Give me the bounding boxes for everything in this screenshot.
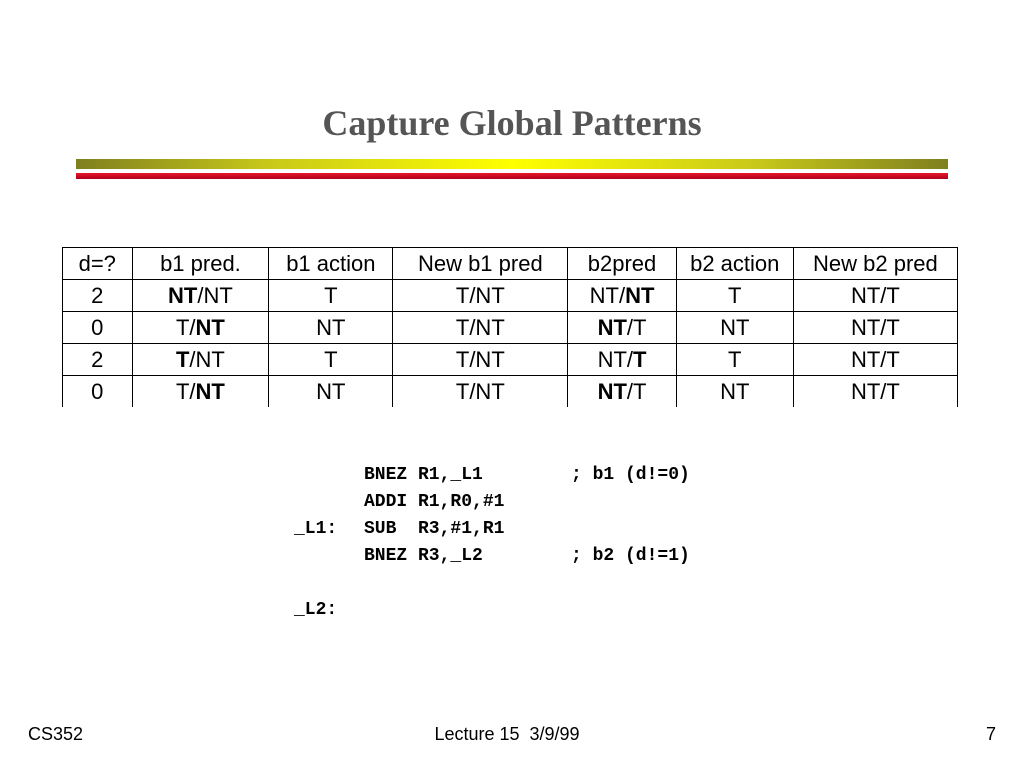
cell-new-b2-pred: NT/T	[793, 376, 957, 408]
code-comment: ; b1 (d!=0)	[571, 465, 690, 485]
code-label: _L1:	[294, 519, 338, 539]
pred-sep: /	[618, 282, 626, 308]
cell-b1-pred	[132, 312, 269, 344]
code-line	[294, 597, 690, 624]
pred-sep: /	[626, 346, 634, 372]
table-row	[63, 344, 958, 376]
header-cell: b2 action	[676, 248, 793, 280]
pred-part: NT	[195, 314, 225, 340]
cell-b1-action: T	[269, 280, 393, 312]
code-line	[294, 462, 690, 489]
cell-new-b1-pred: T/NT	[393, 312, 568, 344]
header-cell: d=?	[63, 248, 133, 280]
cell-b2-pred	[568, 312, 676, 344]
code-line	[294, 543, 690, 570]
pred-part: NT	[195, 346, 225, 372]
header-cell: b1 action	[269, 248, 393, 280]
code-label: _L2:	[294, 600, 338, 620]
cell-new-b1-pred: T/NT	[393, 376, 568, 408]
table-header-row	[63, 248, 958, 280]
pred-sep: /	[189, 314, 196, 340]
header-cell: New b2 pred	[793, 248, 957, 280]
pred-part: NT	[195, 378, 225, 404]
pred-part: NT	[597, 314, 627, 340]
pred-part: NT	[625, 282, 655, 308]
code-instruction: BNEZ R1,_L1	[364, 465, 483, 485]
cell-b1-pred	[132, 280, 269, 312]
cell-b2-action: T	[676, 344, 793, 376]
pred-part: NT	[168, 282, 198, 308]
code-line	[294, 570, 690, 597]
code-line	[294, 489, 690, 516]
title-underline-red	[76, 173, 948, 179]
pred-sep: /	[197, 282, 204, 308]
cell-d: 0	[63, 312, 133, 344]
pred-part: T	[175, 346, 190, 372]
cell-d: 2	[63, 280, 133, 312]
code-instruction: ADDI R1,R0,#1	[364, 492, 505, 512]
code-line	[294, 516, 690, 543]
pred-part: NT	[589, 282, 619, 308]
cell-new-b2-pred: NT/T	[793, 344, 957, 376]
cell-b1-action: T	[269, 344, 393, 376]
table-row	[63, 312, 958, 344]
cell-new-b2-pred: NT/T	[793, 280, 957, 312]
header-cell: New b1 pred	[393, 248, 568, 280]
pred-sep: /	[189, 378, 196, 404]
code-instruction: SUB R3,#1,R1	[364, 519, 505, 539]
prediction-table	[62, 247, 958, 407]
cell-b2-pred	[568, 280, 676, 312]
pred-part: T	[633, 378, 647, 404]
cell-b2-action: NT	[676, 376, 793, 408]
cell-new-b1-pred: T/NT	[393, 280, 568, 312]
cell-b2-action: NT	[676, 312, 793, 344]
cell-b1-action: NT	[269, 376, 393, 408]
slide-title: Capture Global Patterns	[322, 103, 702, 143]
cell-b2-action: T	[676, 280, 793, 312]
cell-b1-pred	[132, 376, 269, 408]
title-underline-gold	[76, 159, 948, 169]
cell-b1-action: NT	[269, 312, 393, 344]
pred-sep: /	[626, 378, 634, 404]
pred-sep: /	[626, 314, 634, 340]
cell-b2-pred	[568, 344, 676, 376]
cell-b2-pred	[568, 376, 676, 408]
code-instruction: BNEZ R3,_L2	[364, 546, 483, 566]
code-comment: ; b2 (d!=1)	[571, 546, 690, 566]
header-cell: b1 pred.	[132, 248, 269, 280]
cell-d: 0	[63, 376, 133, 408]
footer-lecture: Lecture 15 3/9/99	[434, 724, 580, 744]
cell-b1-pred	[132, 344, 269, 376]
table-row	[63, 280, 958, 312]
pred-sep: /	[189, 346, 196, 372]
pred-part: NT	[597, 378, 627, 404]
pred-part: T	[175, 314, 190, 340]
header-cell: b2pred	[568, 248, 676, 280]
pred-part: NT	[597, 346, 627, 372]
cell-new-b2-pred: NT/T	[793, 312, 957, 344]
table-row	[63, 376, 958, 408]
pred-part: NT	[203, 282, 233, 308]
cell-new-b1-pred: T/NT	[393, 344, 568, 376]
cell-d: 2	[63, 344, 133, 376]
pred-part: T	[633, 346, 647, 372]
assembly-code	[294, 462, 690, 624]
footer-course: CS352	[28, 724, 84, 744]
pred-part: T	[175, 378, 190, 404]
footer-page-number: 7	[985, 724, 996, 744]
pred-part: T	[633, 314, 647, 340]
